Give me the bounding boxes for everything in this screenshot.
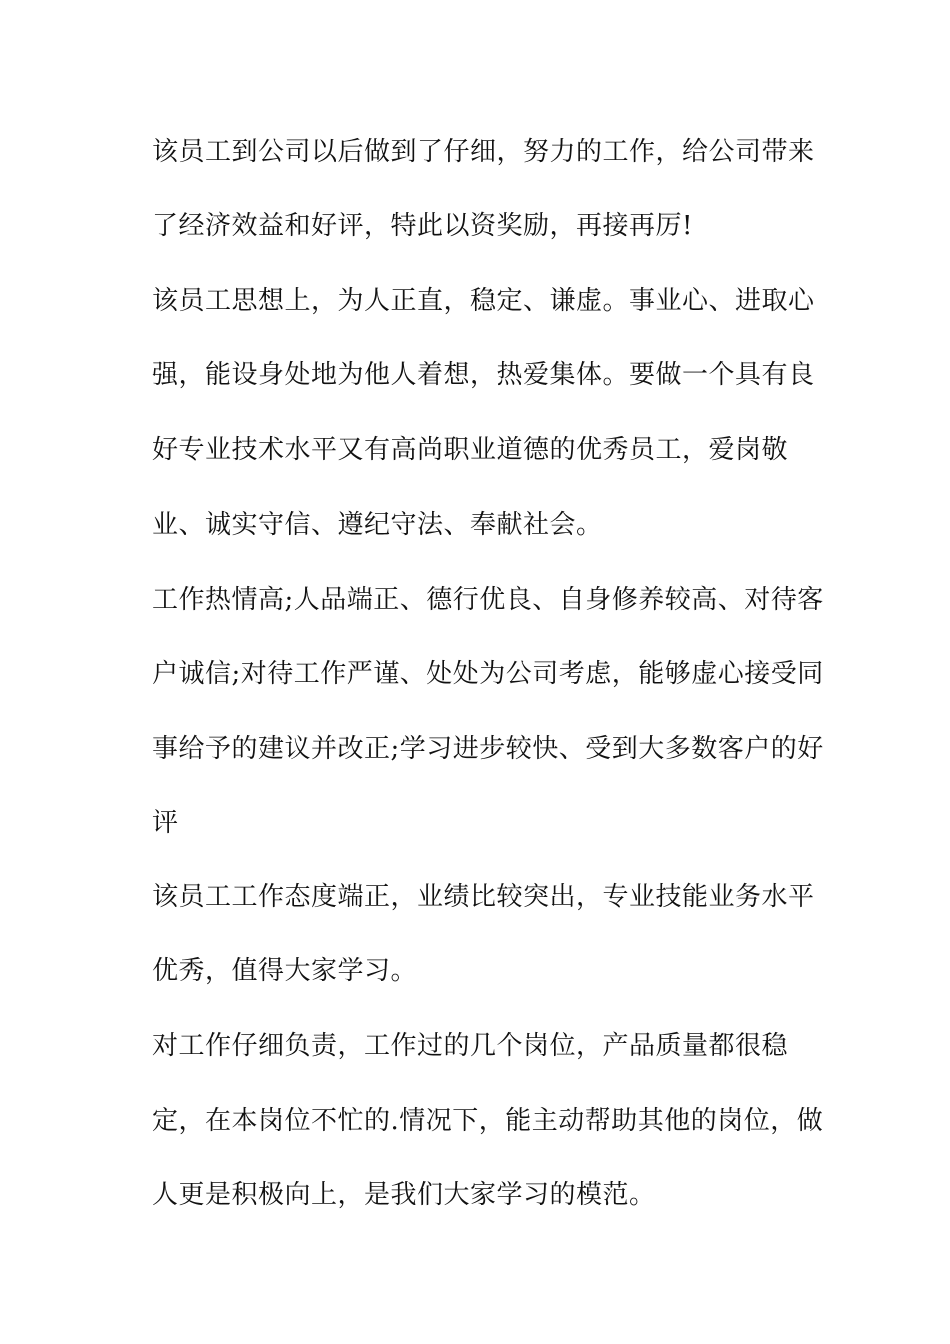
text-line: 好专业技术水平又有高尚职业道德的优秀员工，爱岗敬 [152,435,789,465]
text-line: 户诚信;对待工作严谨、处处为公司考虑，能够虚心接受同 [152,659,824,689]
text-line: 该员工到公司以后做到了仔细，努力的工作，给公司带来 [152,137,815,167]
text-line: 业、诚实守信、遵纪守法、奉献社会。 [152,510,603,540]
text-line: 工作热情高;人品端正、德行优良、自身修养较高、对待客 [152,585,824,615]
text-line: 对工作仔细负责，工作过的几个岗位，产品质量都很稳 [152,1031,789,1061]
text-line: 优秀，值得大家学习。 [152,956,418,986]
text-line: 该员工工作态度端正，业绩比较突出，专业技能业务水平 [152,882,815,912]
text-line: 了经济效益和好评，特此以资奖励，再接再厉! [152,211,693,241]
text-line: 定，在本岗位不忙的.情况下，能主动帮助其他的岗位，做 [152,1106,824,1136]
text-line: 评 [152,808,179,838]
text-line: 该员工思想上，为人正直，稳定、谦虚。事业心、进取心 [152,286,815,316]
text-line: 人更是积极向上，是我们大家学习的模范。 [152,1180,656,1210]
text-line: 强，能设身处地为他人着想，热爱集体。要做一个具有良 [152,360,815,390]
text-line: 事给予的建议并改正;学习进步较快、受到大多数客户的好 [152,734,824,764]
